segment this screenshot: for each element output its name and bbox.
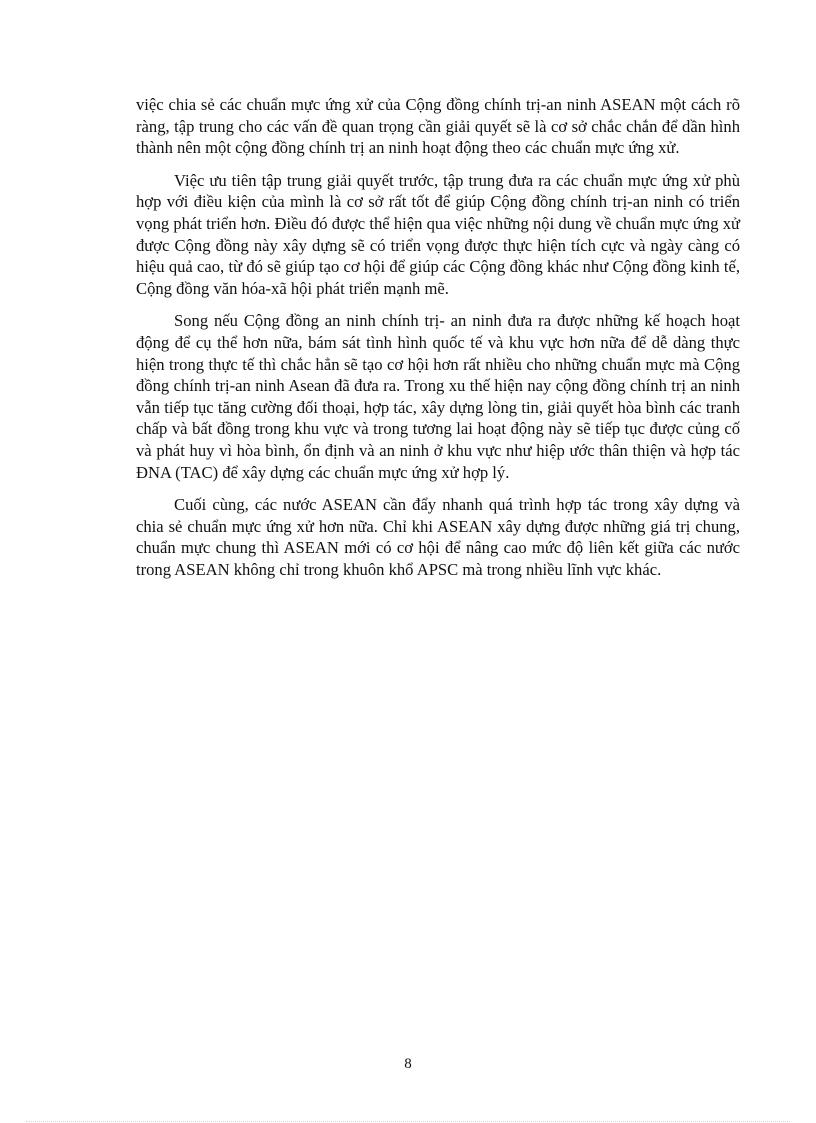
paragraph-4: Cuối cùng, các nước ASEAN cần đẩy nhanh quá trình hợp tác trong xây dựng và chia sẻ chuẩn mực ứng xử hơn nữa. Chỉ khi ASEAN xây dựng được những giá trị chung, chuẩn mực chung thì ASEAN mới có cơ hội để nâng cao mức độ liên kết giữa các nước trong ASEAN không chỉ trong khuôn khổ APSC mà trong nhiều lĩnh vực khác.	[136, 495, 740, 579]
page-number: 8	[404, 1056, 412, 1072]
paragraph-1: việc chia sẻ các chuẩn mực ứng xử của Cộng đồng chính trị-an ninh ASEAN một cách rõ ràng, tập trung cho các vấn đề quan trọng cần giải quyết sẽ là cơ sở chắc chắn để dần hình thành nên một cộng đồng chính trị an ninh hoạt động theo các chuẩn mực ứng xử.	[136, 95, 740, 158]
paragraph-2: Việc ưu tiên tập trung giải quyết trước, tập trung đưa ra các chuẩn mực ứng xử phù hợp với điều kiện của mình là cơ sở rất tốt để giúp Cộng đồng chính trị-an ninh có triển vọng phát triển hơn. Điều đó được thể hiện qua việc những nội dung về chuẩn mực ứng xử được Cộng đồng này xây dựng sẽ có triển vọng được thực hiện tích cực và ngày càng có hiệu quả cao, từ đó sẽ giúp tạo cơ hội để giúp các Cộng đồng khác như Cộng đồng kinh tế, Cộng đồng văn hóa-xã hội phát triển mạnh mẽ.	[136, 170, 740, 298]
paragraph-3: Song nếu Cộng đồng an ninh chính trị- an ninh đưa ra được những kế hoạch hoạt động để cụ thể hơn nữa, bám sát tình hình quốc tế và khu vực hơn nữa để dễ dàng thực hiện trong thực tế thì chắc hẳn sẽ tạo cơ hội hơn rất nhiều cho những chuẩn mực mà Cộng đồng chính trị-an ninh Asean đã đưa ra. Trong xu thế hiện nay cộng đồng chính trị an ninh vẫn tiếp tục tăng cường đối thoại, hợp tác, xây dựng lòng tin, giải quyết hòa bình các tranh chấp và bất đồng trong khu vực và trong tương lai hoạt động này sẽ tiếp tục được củng cố và phát huy vì hòa bình, ổn định và an ninh ở khu vực như hiệp ước thân thiện và hợp tác ĐNA (TAC) để xây dựng các chuẩn mực ứng xử hợp lý.	[136, 311, 740, 482]
page-bottom-divider	[26, 1121, 790, 1122]
body-text	[136, 94, 740, 591]
